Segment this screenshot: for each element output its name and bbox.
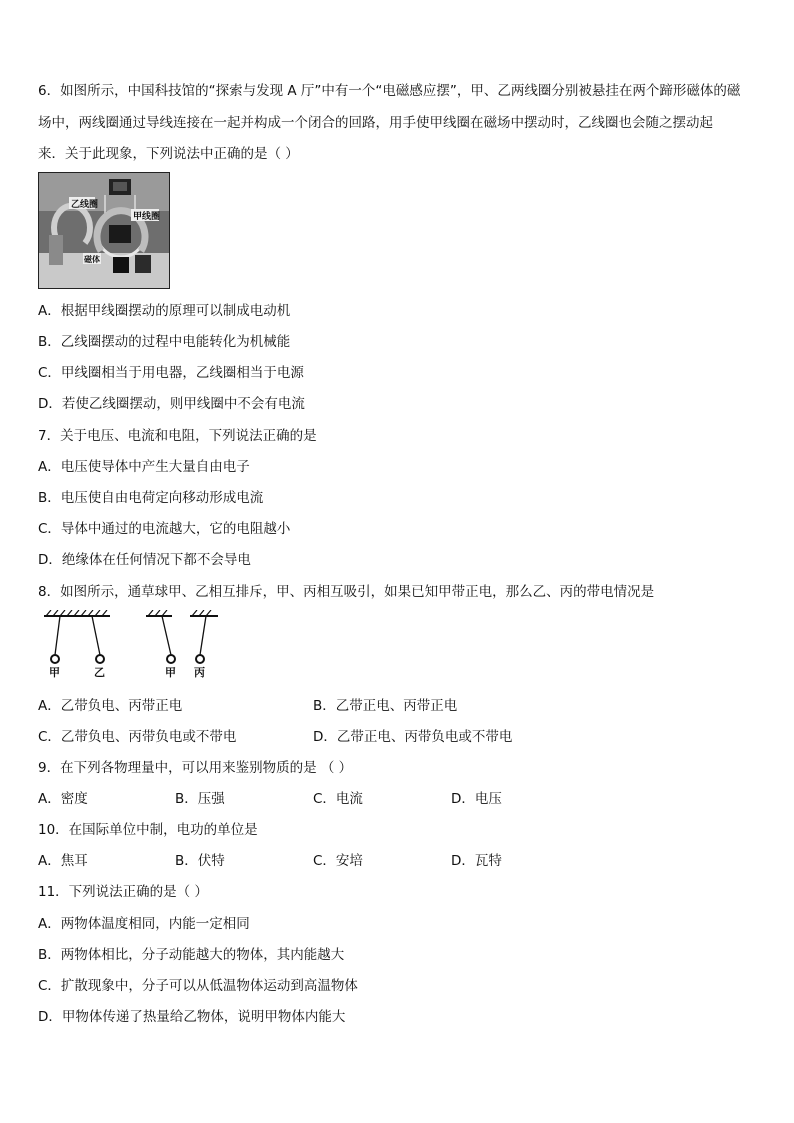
- q9-option-d: D．电压: [451, 791, 502, 807]
- q9-option-a: A．密度: [38, 791, 88, 807]
- label-jia-left: 甲: [49, 666, 60, 679]
- ceiling-right: [190, 610, 218, 616]
- q6-option-a: A．根据甲线圈摆动的原理可以制成电动机: [38, 303, 291, 319]
- q8-option-d: D．乙带正电、丙带负电或不带电: [313, 729, 513, 745]
- electromagnetic-pendulum-photo: [38, 172, 170, 289]
- q10-option-d: D．瓦特: [451, 853, 502, 869]
- photo-label-jia-coil: 甲线圈: [133, 212, 161, 222]
- q11-stem: 11．下列说法正确的是（ ）: [38, 884, 208, 900]
- q6-stem-line-3: 来．关于此现象，下列说法中正确的是（ ）: [38, 146, 299, 162]
- q11-option-b: B．两物体相比，分子动能越大的物体，其内能越大: [38, 947, 345, 963]
- thread-yi: [92, 616, 100, 655]
- q6-option-d: D．若使乙线圈摆动，则甲线圈中不会有电流: [38, 396, 305, 412]
- q8-option-a: A．乙带负电、丙带正电: [38, 698, 183, 714]
- q7-option-d: D．绝缘体在任何情况下都不会导电: [38, 552, 251, 568]
- q10-option-a: A．焦耳: [38, 853, 88, 869]
- q8-option-b: B．乙带正电、丙带正电: [313, 698, 458, 714]
- q8-stem: 8．如图所示，通草球甲、乙相互排斥，甲、丙相互吸引，如果已知甲带正电，那么乙、丙的带电情况是: [38, 584, 655, 600]
- label-yi: 乙: [94, 666, 105, 679]
- q10-option-b: B．伏特: [175, 853, 225, 869]
- q9-stem: 9．在下列各物理量中，可以用来鉴别物质的是 （ ）: [38, 760, 353, 776]
- q7-option-c: C．导体中通过的电流越大，它的电阻越小: [38, 521, 291, 537]
- q9-option-b: B．压强: [175, 791, 225, 807]
- q9-option-c: C．电流: [313, 791, 363, 807]
- q6-option-c: C．甲线圈相当于用电器，乙线圈相当于电源: [38, 365, 304, 381]
- q11-option-a: A．两物体温度相同，内能一定相同: [38, 916, 250, 932]
- q7-option-a: A．电压使导体中产生大量自由电子: [38, 459, 250, 475]
- q7-stem: 7．关于电压、电流和电阻，下列说法正确的是: [38, 428, 317, 444]
- q7-option-b: B．电压使自由电荷定向移动形成电流: [38, 490, 264, 506]
- ceiling-middle: [146, 610, 172, 616]
- ball-bing: [196, 655, 204, 663]
- q11-option-c: C．扩散现象中，分子可以从低温物体运动到高温物体: [38, 978, 358, 994]
- ball-jia-right: [167, 655, 175, 663]
- ball-yi: [96, 655, 104, 663]
- q11-option-d: D．甲物体传递了热量给乙物体，说明甲物体内能大: [38, 1009, 346, 1025]
- label-jia-right: 甲: [165, 666, 176, 679]
- ceiling-left: [44, 610, 110, 616]
- thread-bing: [200, 616, 206, 655]
- q10-option-c: C．安培: [313, 853, 363, 869]
- thread-jia-right: [162, 616, 171, 655]
- q6-stem-line-1: 6．如图所示，中国科技馆的“探索与发现 A 厅”中有一个“电磁感应摆”，甲、乙两线圈分别被悬挂在两个蹄形磁体的磁: [38, 83, 741, 99]
- photo-label-magnet: 磁体: [84, 255, 100, 264]
- label-bing: 丙: [194, 666, 205, 679]
- photo-label-yi-coil: 乙线圈: [71, 200, 99, 210]
- thread-jia-left: [55, 616, 60, 655]
- q10-stem: 10．在国际单位中制，电功的单位是: [38, 822, 258, 838]
- q8-option-c: C．乙带负电、丙带负电或不带电: [38, 729, 237, 745]
- ball-jia-left: [51, 655, 59, 663]
- pith-ball-diagram: [40, 610, 230, 684]
- q6-option-b: B．乙线圈摆动的过程中电能转化为机械能: [38, 334, 291, 350]
- q6-stem-line-2: 场中，两线圈通过导线连接在一起并构成一个闭合的回路，用手使甲线圈在磁场中摆动时，乙线圈也会随之摆动起: [38, 115, 713, 131]
